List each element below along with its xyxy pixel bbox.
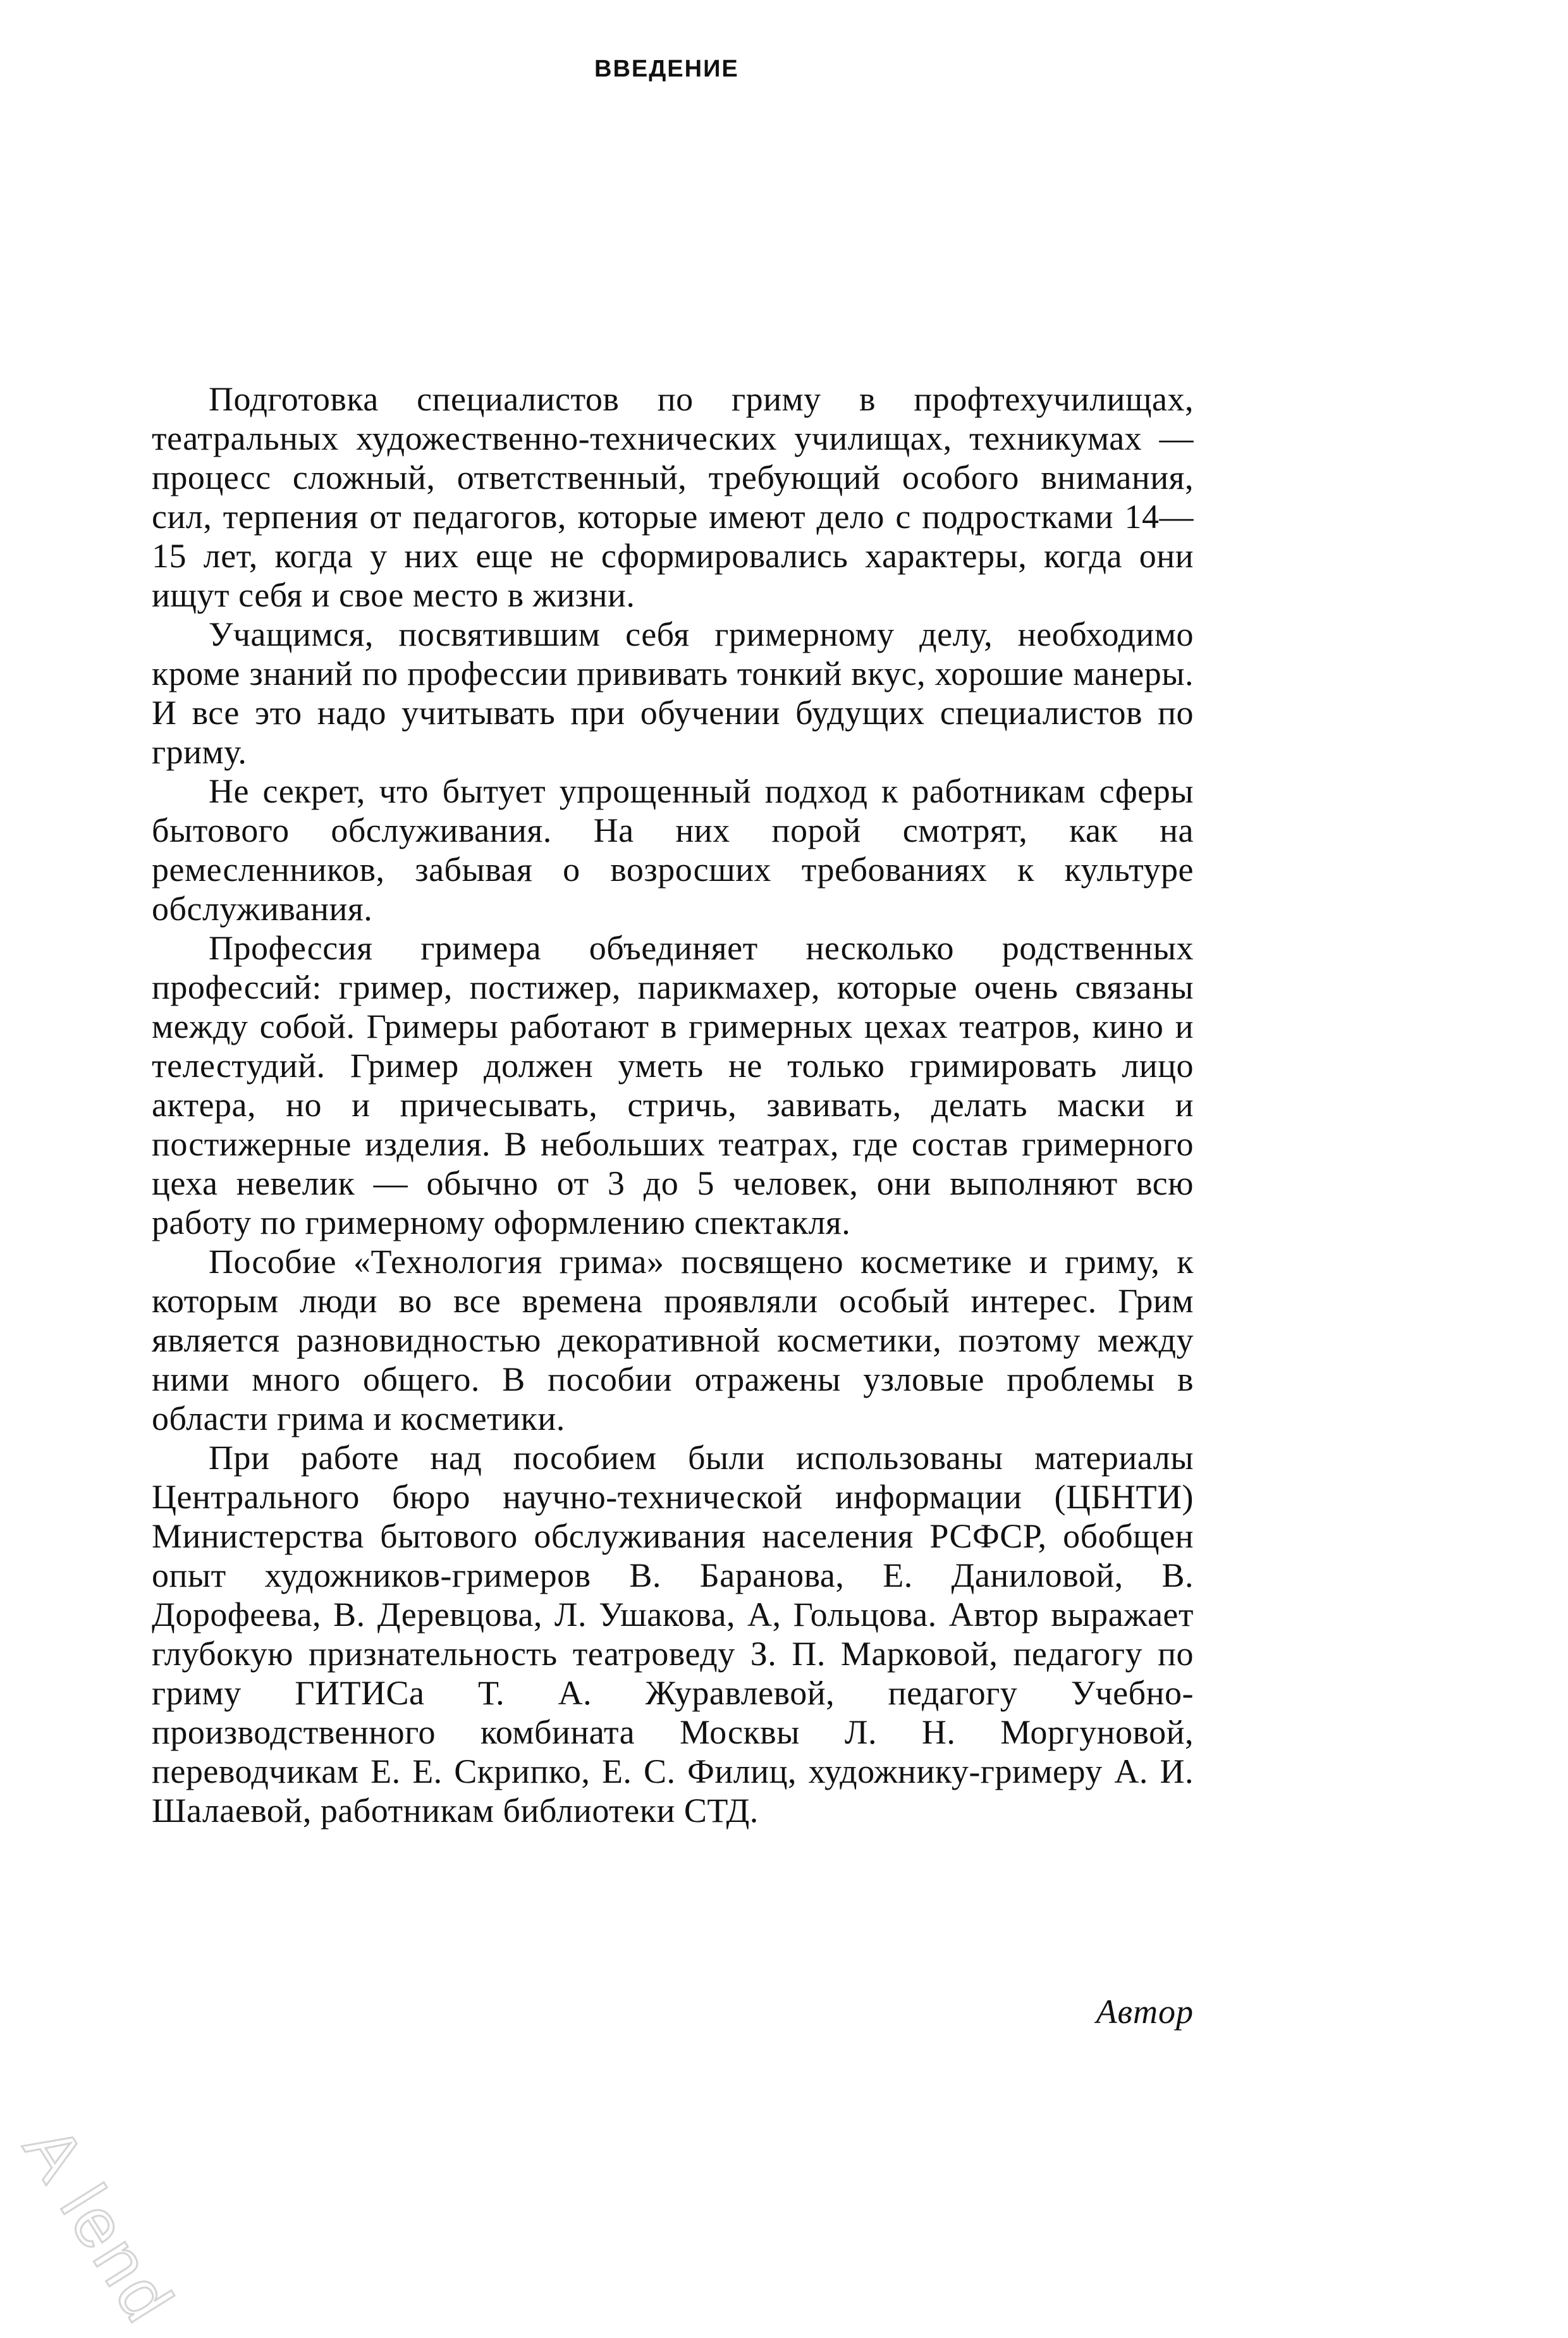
body-text	[152, 379, 1194, 1830]
watermark: A lend	[8, 2113, 190, 2338]
page-title: ВВЕДЕНИЕ	[594, 56, 739, 82]
paragraph: Подготовка специалистов по гриму в профтехучилищах, театральных художественно-технических училищах, техникумах — процесс сложный, ответственный, требующий особого внимания, сил, терпения от педагогов, которые имеют дело с подростками 14—15 лет, когда у них еще не сформировались характеры, когда они ищут себя и свое место в жизни.	[152, 380, 1194, 614]
paragraph: Не секрет, что бытует упрощенный подход к работникам сферы бытового обслуживания. На них порой смотрят, как на ремесленников, забывая о возросших требованиях к культуре обслуживания.	[152, 772, 1194, 928]
paragraph: Профессия гримера объединяет несколько родственных профессий: гример, постижер, парикмахер, которые очень связаны между собой. Гримеры работают в гримерных цехах театров, кино и телестудий. Гример должен уметь не только гримировать лицо актера, но и причесывать, стричь, завивать, делать маски и постижерные изделия. В небольших театрах, где состав гримерного цеха невелик — обычно от 3 до 5 человек, они выполняют всю работу по гримерному оформлению спектакля.	[152, 929, 1194, 1241]
author-signature: Автор	[1096, 1993, 1194, 2031]
paragraph: Учащимся, посвятившим себя гримерному делу, необходимо кроме знаний по профессии прививать тонкий вкус, хорошие манеры. И все это надо учитывать при обучении будущих специалистов по гриму.	[152, 615, 1194, 771]
paragraph: При работе над пособием были использованы материалы Центрального бюро научно-технической информации (ЦБНТИ) Министерства бытового обслуживания населения РСФСР, обобщен опыт художников-гримеров В. Баранова, Е. Даниловой, В. Дорофеева, В. Деревцова, Л. Ушакова, А, Гольцова. Автор выражает глубокую признательность театроведу З. П. Марковой, педагогу по гриму ГИТИСа Т. А. Журавлевой, педагогу Учебно-производственного комбината Москвы Л. Н. Моргуновой, переводчикам Е. Е. Скрипко, Е. С. Филиц, художнику-гримеру А. И. Шалаевой, работникам библиотеки СТД.	[152, 1439, 1194, 1830]
paragraph: Пособие «Технология грима» посвящено косметике и гриму, к которым люди во все времена проявляли особый интерес. Грим является разновидностью декоративной косметики, поэтому между ними много общего. В пособии отражены узловые проблемы в области грима и косметики.	[152, 1243, 1194, 1437]
